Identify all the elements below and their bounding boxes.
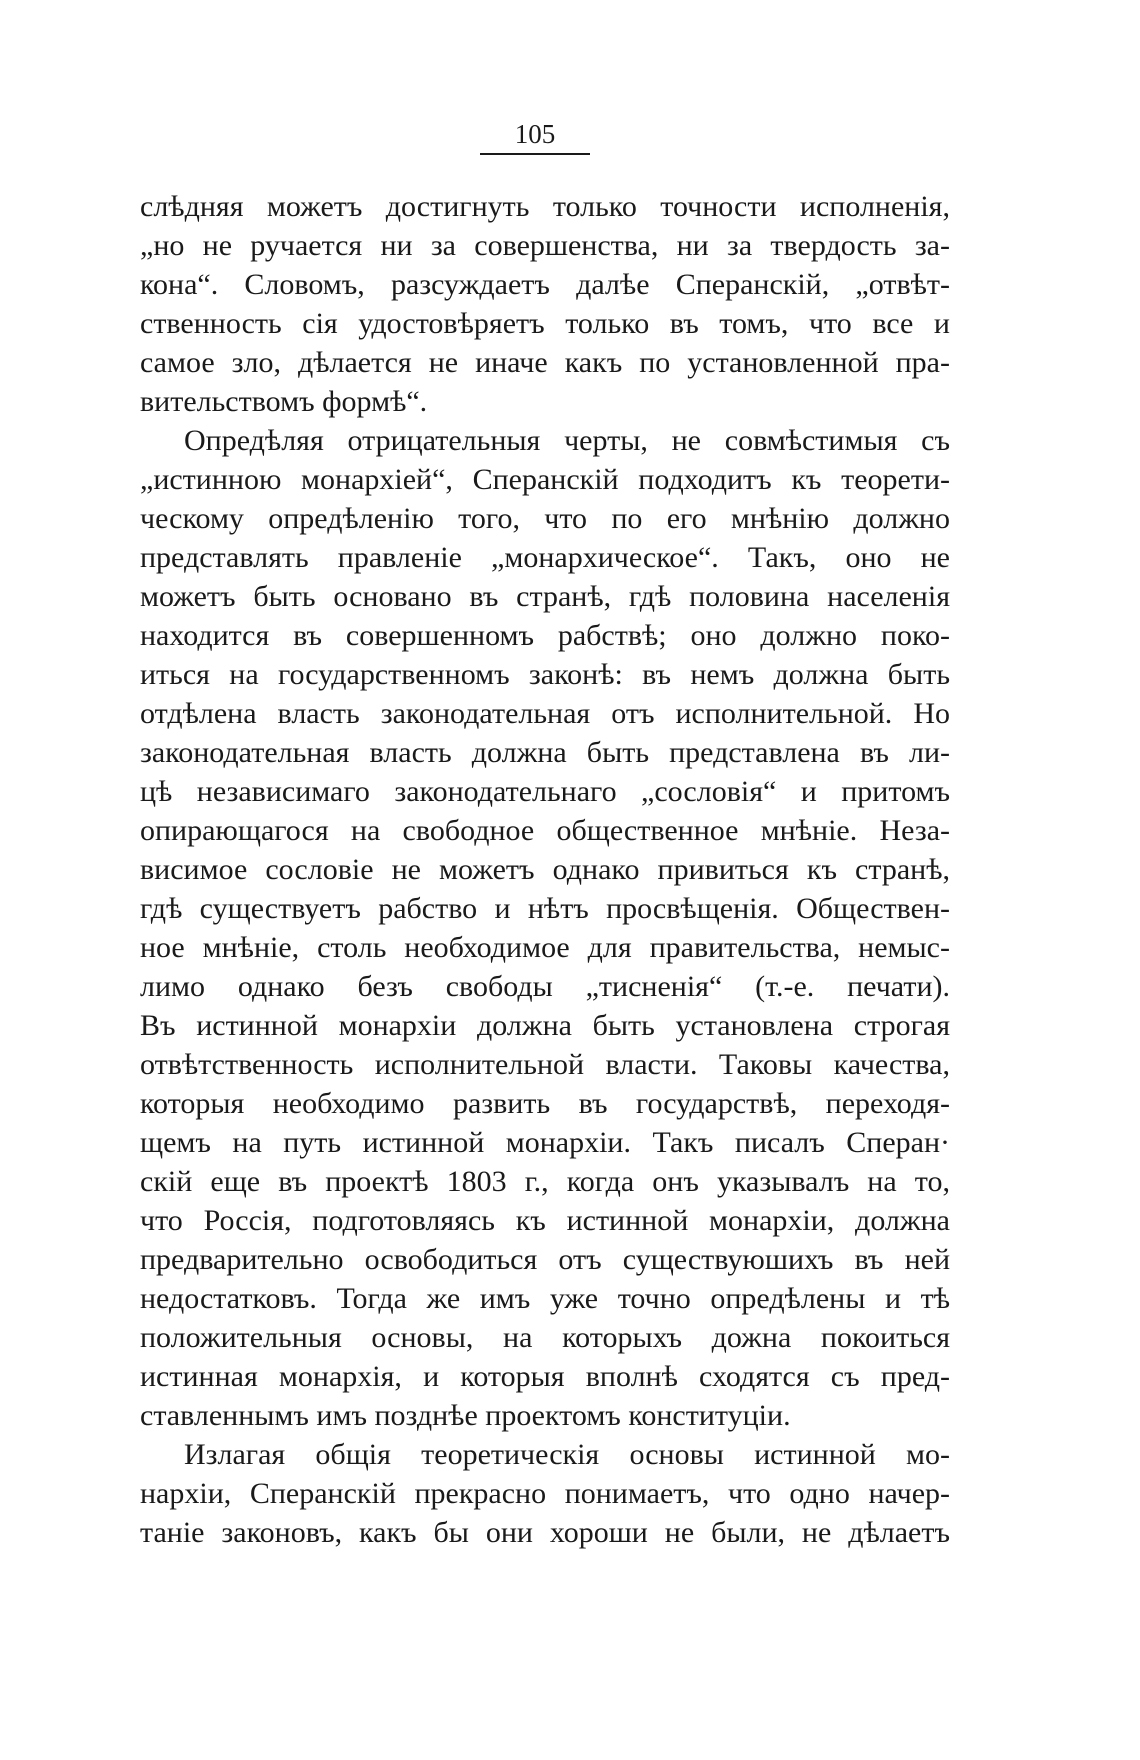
text-line: отвѣтственность исполнительной власти. Таковы качества, <box>140 1048 950 1081</box>
text-line: нархіи, Сперанскій прекрасно понимаетъ, что одно начер- <box>140 1477 950 1510</box>
text-line: находится въ совершенномъ рабствѣ; оно должно поко- <box>140 619 950 652</box>
text-line: слѣдняя можетъ достигнуть только точности исполненія, <box>140 190 950 223</box>
paragraph <box>140 187 950 421</box>
text-line: цѣ независимаго законодательнаго „сословія“ и притомъ <box>140 775 950 808</box>
text-line: гдѣ существуетъ рабство и нѣтъ просвѣщенія. Обществен- <box>140 892 950 925</box>
text-line: скій еще въ проектѣ 1803 г., когда онъ указывалъ на то, <box>140 1165 950 1198</box>
text-line: ственность сія удостовѣряетъ только въ томъ, что все и <box>140 307 950 340</box>
text-line: ставленнымъ имъ позднѣе проектомъ конституціи. <box>140 1399 791 1432</box>
text-line: щемъ на путь истинной монархіи. Такъ писалъ Сперан· <box>140 1126 950 1159</box>
text-line: лимо однако безъ свободы „тисненія“ (т.-е. печати). <box>140 970 950 1003</box>
text-line: которыя необходимо развить въ государствѣ, переходя- <box>140 1087 950 1120</box>
text-line: предварительно освободиться отъ существуюшихъ въ ней <box>140 1243 950 1276</box>
text-line: представлять правленіе „монархическое“. Такъ, оно не <box>140 541 950 574</box>
text-line: недостатковъ. Тогда же имъ уже точно опредѣлены и тѣ <box>140 1282 950 1315</box>
text-line: висимое сословіе не можетъ однако привиться къ странѣ, <box>140 853 950 886</box>
text-line: самое зло, дѣлается не иначе какъ по установленной пра- <box>140 346 950 379</box>
paragraph <box>140 1435 950 1552</box>
text-line: отдѣлена власть законодательная отъ исполнительной. Но <box>140 697 950 730</box>
text-line: Опредѣляя отрицательныя черты, не совмѣстимыя съ <box>184 424 950 457</box>
text-line: опирающагося на свободное общественное мнѣніе. Неза- <box>140 814 950 847</box>
body-text <box>140 187 950 1552</box>
text-line: ческому опредѣленію того, что по его мнѣнію должно <box>140 502 950 535</box>
text-line: истинная монархія, и которыя вполнѣ сходятся съ пред- <box>140 1360 950 1393</box>
text-line: Въ истинной монархіи должна быть установлена строгая <box>140 1009 950 1042</box>
text-line: кона“. Словомъ, разсуждаетъ далѣе Сперанскій, „отвѣт- <box>140 268 950 301</box>
text-line: положительныя основы, на которыхъ дожна покоиться <box>140 1321 950 1354</box>
text-line: Излагая общія теоретическія основы истинной мо- <box>184 1438 950 1471</box>
text-line: что Россія, подготовляясь къ истинной монархіи, должна <box>140 1204 950 1237</box>
text-line: ное мнѣніе, столь необходимое для правительства, немыс- <box>140 931 950 964</box>
text-line: вительствомъ формѣ“. <box>140 385 428 418</box>
text-line: таніе законовъ, какъ бы они хороши не были, не дѣлаетъ <box>140 1516 950 1549</box>
page-number: 105 <box>480 118 590 155</box>
text-line: иться на государственномъ законѣ: въ немъ должна быть <box>140 658 950 691</box>
text-line: „но не ручается ни за совершенства, ни за твердость за- <box>140 229 950 262</box>
text-line: законодательная власть должна быть представлена въ ли- <box>140 736 950 769</box>
text-line: можетъ быть основано въ странѣ, гдѣ половина населенія <box>140 580 950 613</box>
paragraph <box>140 421 950 1435</box>
text-line: „истинною монархіей“, Сперанскій подходитъ къ теорети- <box>140 463 950 496</box>
